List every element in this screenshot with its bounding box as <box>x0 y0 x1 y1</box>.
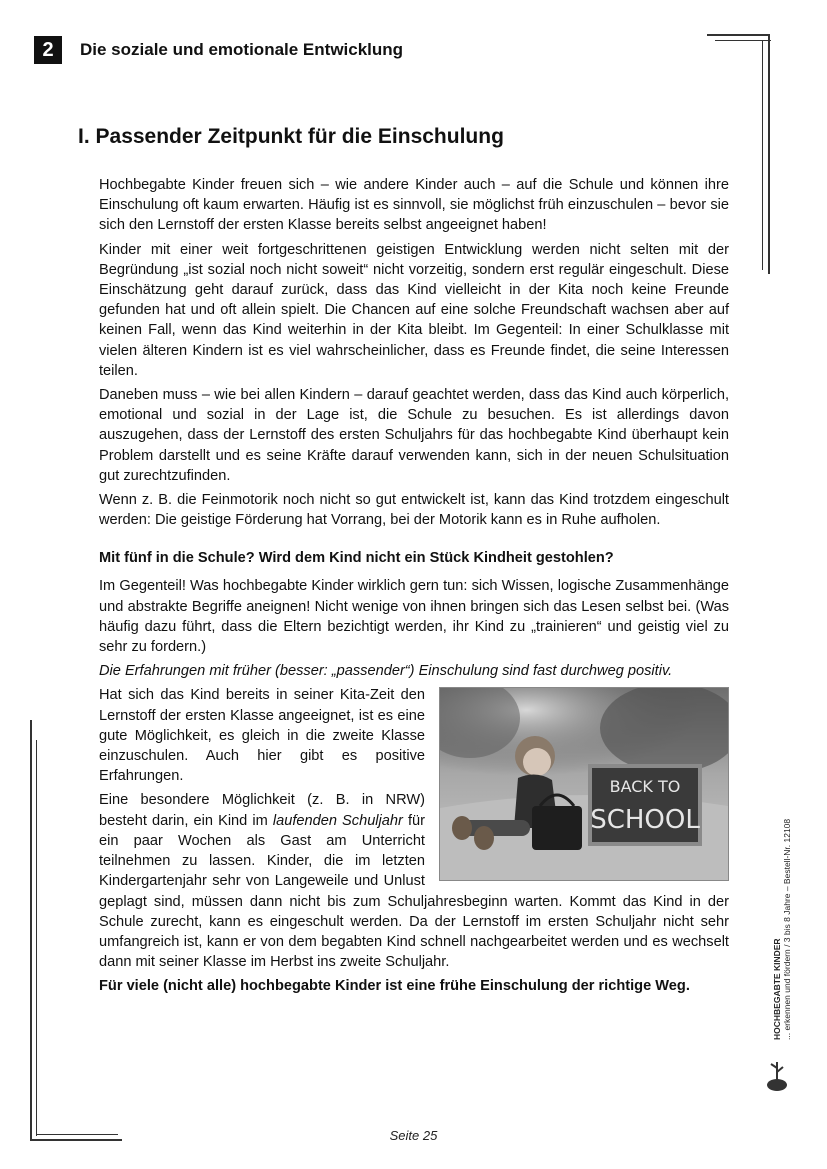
paragraph: Hochbegabte Kinder freuen sich – wie andere Kinder auch – auf die Schule und können ihre Einschulung oft kaum erwarten. Häufig ist es sinnvoll, sie möglichst früh einzuschulen – bevor sie sich den Lernstoff der ersten Klasse bereits selbst angeeignet haben! <box>99 177 729 234</box>
italic-paragraph: Die Erfahrungen mit früher (besser: „passender“) Einschulung sind fast durchweg positiv. <box>99 663 673 680</box>
article-body <box>99 175 729 1001</box>
chapter-number-badge: 2 <box>34 36 62 64</box>
page-number: Seite 25 <box>389 1128 438 1143</box>
paragraph-text: für ein paar Wochen als Gast am Unterricht teilnehmen zu lassen. Kinder, die im letzten Kindergartenjahr sehr von Langeweile und Unlust geplagt sind, müssen dann nicht bis zum Schuljahresbeginn warten. Kommt das Kind in der Schule zurecht, kann es eingeschult werden. Da der Lernstoff im ersten Schuljahr nicht sehr umfangreich ist, kann er von dem begabten Kind schnell nachgearbeitet werden und es wechselt dann mit seiner Klasse im Herbst ins zweite Schuljahr. <box>99 812 729 971</box>
series-title: HOCHBEGABTE KINDER <box>772 938 782 1040</box>
top-right-frame-line <box>707 34 769 36</box>
bottom-left-frame-vertical <box>30 720 32 1140</box>
chalkboard-text-line1: BACK TO <box>609 777 681 797</box>
paragraph: Daneben muss – wie bei allen Kindern – darauf geachtet werden, dass das Kind auch körperlich, emotional und sozial in der Lage ist, die Schule zu besuchen. Es ist allerdings davon auszugehen, dass der Lernstoff des ersten Schuljahrs für das hochbegabte Kind überhaupt kein Problem darstellt und es seine Kräfte darauf verwenden kann, sich in der neuen Schulsituation gut zurechtzufinden. <box>99 387 729 484</box>
paragraph: Hat sich das Kind bereits in seiner Kita-Zeit den Lernstoff der ersten Klasse angeeignet, ist es eine gute Möglichkeit, es gleich in die zweite Klasse einzuschulen. Auch hier gibt es positive Erfahrungen. <box>99 687 425 785</box>
subheading: Mit fünf in die Schule? Wird dem Kind nicht ein Stück Kindheit gestohlen? <box>99 550 614 567</box>
top-right-frame-vertical-inner <box>762 40 763 270</box>
bold-conclusion: Für viele (nicht alle) hochbegabte Kinder ist eine frühe Einschulung der richtige Weg. <box>99 978 690 995</box>
top-right-frame-vertical <box>768 34 770 274</box>
bottom-left-frame-vertical-inner <box>36 740 37 1136</box>
sidebar-series-info <box>772 818 827 1040</box>
italic-phrase: laufenden Schuljahr <box>272 812 403 829</box>
photo-illustration <box>440 688 728 880</box>
paragraph-text: Eine besondere Möglichkeit (z. B. in NRW) besteht darin, ein Kind im <box>99 792 425 829</box>
paragraph: Kinder mit einer weit fortgeschrittenen geistigen Entwicklung werden nicht selten mit der Begründung „ist sozial noch nicht soweit“ nicht vorzeitig, sondern erst regulär eingeschult. Diese Einschätzung geht darauf zurück, dass das Kind vielleicht in der Kita noch keine Freunde gefunden hat und oft allein spielt. Die Chancen auf eine solche Freundschaft wachsen aber auf keinen Fall, wenn das Kind weiterhin in der Kita bleibt. Im Gegenteil: In einer Schulklasse mit vielen älteren Kindern ist es viel wahrscheinlicher, dass es Freunde findet, die seine Interessen teilen. <box>99 241 729 379</box>
chapter-title: Die soziale und emotionale Entwicklung <box>80 40 404 59</box>
paragraph: Wenn z. B. die Feinmotorik noch nicht so gut entwickelt ist, kann das Kind trotzdem eingeschult werden: Die geistige Förderung hat Vorrang, bei der Motorik kann es in Ruhe aufholen. <box>99 492 729 529</box>
section-heading: I. Passender Zeitpunkt für die Einschulung <box>78 125 504 148</box>
publisher-logo <box>766 1058 788 1092</box>
paragraph: Im Gegenteil! Was hochbegabte Kinder wirklich gern tun: sich Wissen, logische Zusammenhänge und abstrakte Begriffe aneignen! Nicht wenige von ihnen bringen sich das Lesen selbst bei. (Was häufig dazu führt, dass die Eltern bezichtigt werden, ihr Kind zu „trainieren“ und geistig viel zu sehr zu fordern.) <box>99 578 729 656</box>
back-to-school-photo <box>439 687 729 881</box>
chalkboard-text-line2: SCHOOL <box>590 805 700 836</box>
series-subtitle: ... erkennen und fördern / 3 bis 8 Jahre – Bestell-Nr. 12108 <box>782 818 792 1040</box>
